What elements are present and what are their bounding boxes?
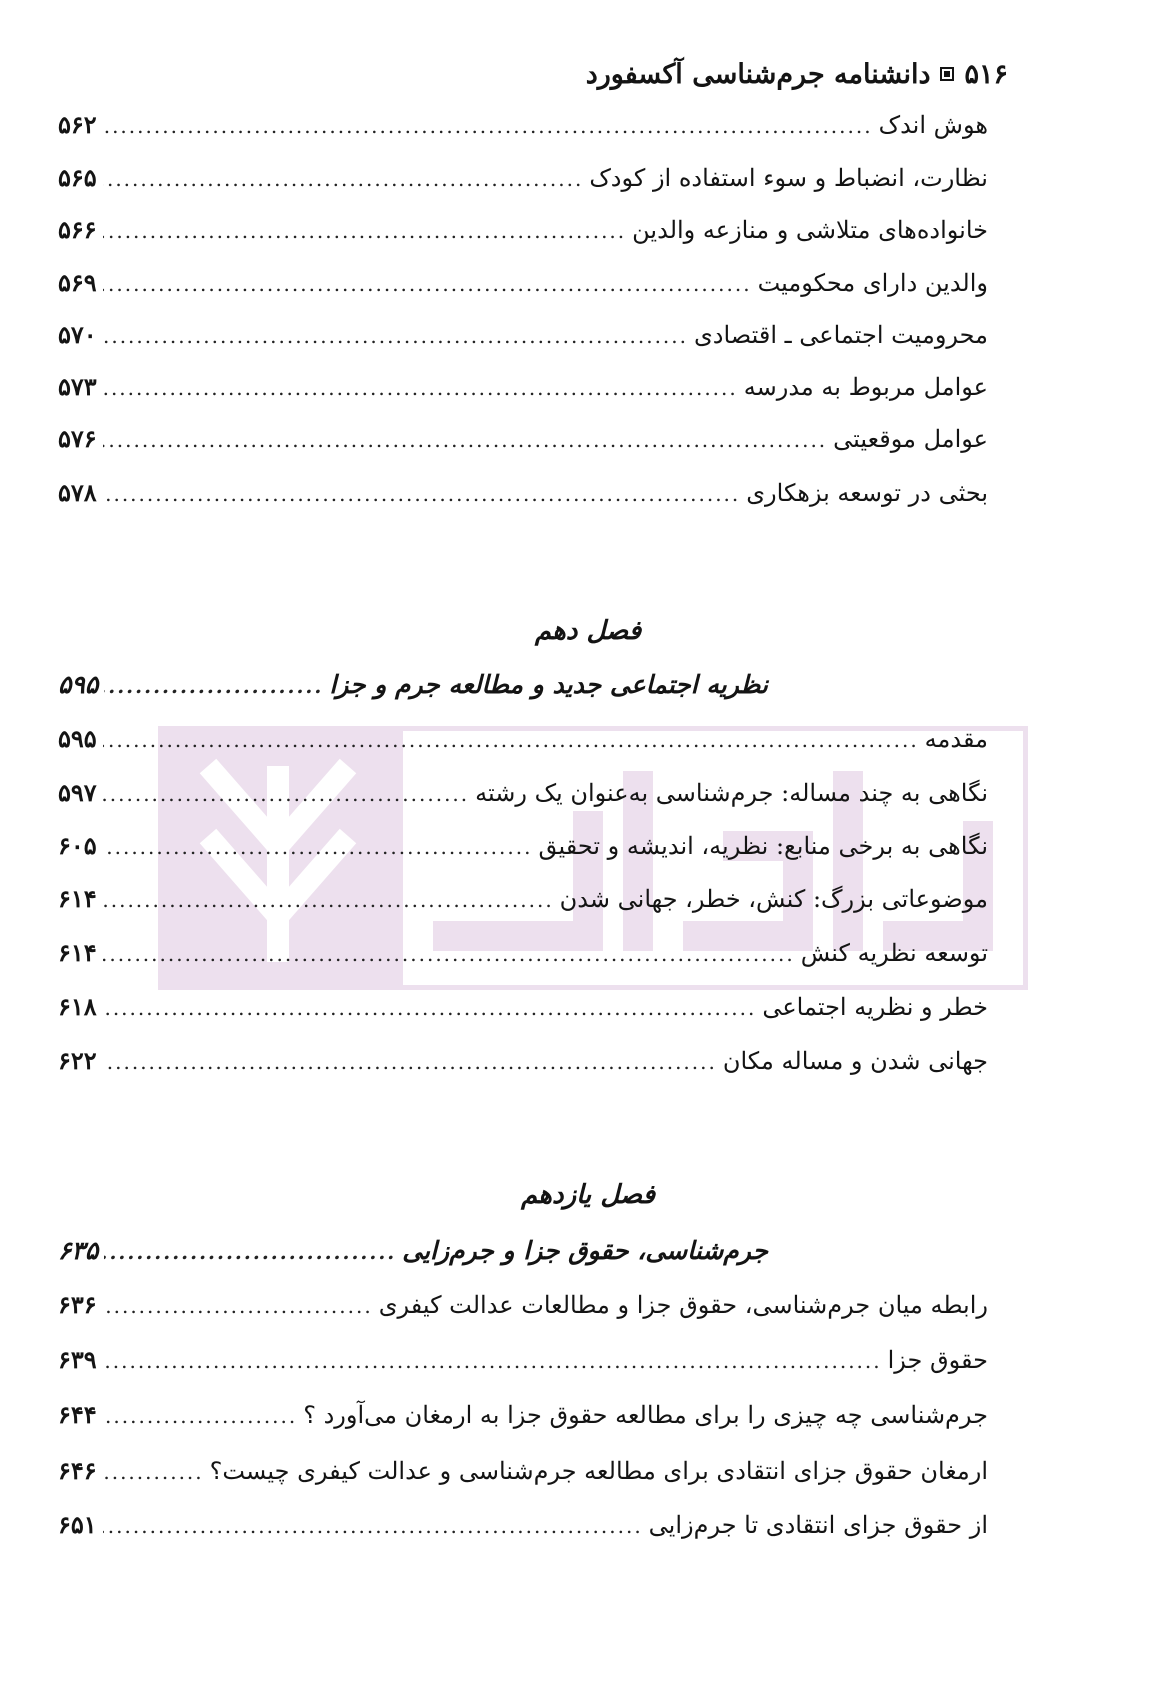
- toc-entry: [58, 372, 988, 412]
- toc-entry: [58, 268, 988, 308]
- toc-entry: [58, 1345, 988, 1385]
- toc-entry: [58, 320, 988, 360]
- toc-entry-title: از حقوق جزای انتقادی تا جرم‌زایی: [648, 1511, 988, 1539]
- toc-entry-title: نظریه اجتماعی جدید و مطالعه جرم و جزا: [329, 670, 768, 699]
- toc-entry: [58, 831, 988, 871]
- toc-entry-title: عوامل موقعیتی: [833, 425, 988, 453]
- toc-entry-title: محرومیت اجتماعی ـ اقتصادی: [694, 321, 988, 349]
- dot-leader: [103, 1294, 373, 1318]
- toc-entry-page: ۶۴۴: [58, 1400, 97, 1429]
- toc-entry: [58, 992, 988, 1032]
- toc-entry-page: ۵۹۵: [58, 724, 97, 753]
- toc-entry-page: ۶۱۴: [58, 938, 97, 967]
- toc-entry-page: ۶۳۹: [58, 1345, 97, 1374]
- page-header: [585, 52, 1008, 96]
- chapter-heading: فصل دهم: [534, 616, 642, 646]
- toc-entry-title: نگاهی به برخی منابع: نظریه، اندیشه و تحقیق: [538, 832, 988, 860]
- toc-entry-title: نظارت، انضباط و سوء استفاده از کودک: [589, 164, 988, 192]
- dot-leader: [103, 324, 688, 348]
- toc-entry: [58, 478, 988, 518]
- dot-leader: [103, 167, 584, 191]
- dot-leader: [104, 674, 323, 698]
- dot-leader: [103, 376, 738, 400]
- square-bullet-icon: [940, 67, 954, 81]
- dot-leader: [103, 888, 554, 912]
- toc-entry-title: جرم‌شناسی، حقوق جزا و جرم‌زایی: [402, 1236, 768, 1265]
- toc-entry-page: ۶۱۸: [58, 992, 97, 1021]
- toc-entry-page: ۵۶۶: [58, 215, 97, 244]
- toc-entry: [58, 215, 988, 255]
- chapter-title-entry: [58, 1236, 988, 1276]
- toc-entry-page: ۶۳۵: [58, 1236, 99, 1265]
- toc-entry-page: ۶۴۶: [58, 1456, 97, 1485]
- toc-entry: [58, 1290, 988, 1330]
- toc-entry: [58, 1400, 988, 1440]
- dot-leader: [103, 835, 533, 859]
- dot-leader: [104, 1240, 396, 1264]
- dot-leader: [103, 1404, 298, 1428]
- toc-entry: [58, 110, 988, 150]
- chapter-title-entry: [58, 670, 988, 710]
- toc-entry-title: مقدمه: [924, 725, 988, 753]
- toc-entry-title: بحثی در توسعه بزهکاری: [746, 479, 988, 507]
- toc-entry-title: حقوق جزا: [887, 1346, 988, 1374]
- toc-entry-page: ۶۵۱: [58, 1510, 97, 1539]
- toc-entry-page: ۵۹۵: [58, 670, 99, 699]
- dot-leader: [103, 219, 626, 243]
- toc-entry: [58, 724, 988, 764]
- dot-leader: [103, 728, 919, 752]
- toc-entry-title: رابطه میان جرم‌شناسی، حقوق جزا و مطالعات عدالت کیفری: [378, 1291, 988, 1319]
- toc-entry: [58, 1046, 988, 1086]
- toc-entry: [58, 778, 988, 818]
- toc-entry-title: والدین دارای محکومیت: [757, 269, 988, 297]
- toc-entry: [58, 424, 988, 464]
- toc-entry-page: ۵۶۵: [58, 163, 97, 192]
- toc-entry-page: ۵۷۳: [58, 372, 97, 401]
- dot-leader: [103, 114, 873, 138]
- toc-entry-title: توسعه نظریه کنش: [800, 939, 988, 967]
- toc-entry-page: ۵۷۶: [58, 424, 97, 453]
- toc-entry: [58, 163, 988, 203]
- toc-entry-title: خانواده‌های متلاشی و منازعه والدین: [632, 216, 988, 244]
- dot-leader: [103, 782, 469, 806]
- dot-leader: [103, 1514, 643, 1538]
- dot-leader: [103, 272, 752, 296]
- toc-entry-page: ۵۷۸: [58, 478, 97, 507]
- toc-entry: [58, 884, 988, 924]
- toc-entry-title: عوامل مربوط به مدرسه: [743, 373, 988, 401]
- toc-entry: [58, 938, 988, 978]
- toc-entry-page: ۶۳۶: [58, 1290, 97, 1319]
- toc-entry-title: جهانی شدن و مساله مکان: [722, 1047, 988, 1075]
- dot-leader: [103, 996, 757, 1020]
- toc-entry-title: جرم‌شناسی چه چیزی را برای مطالعه حقوق جزا به ارمغان می‌آورد ؟: [303, 1401, 988, 1429]
- header-book-title: دانشنامه جرم‌شناسی آکسفورد: [585, 58, 931, 90]
- dot-leader: [103, 1050, 717, 1074]
- toc-entry-title: هوش اندک: [878, 111, 988, 139]
- toc-entry: [58, 1510, 988, 1550]
- toc-entry-page: ۵۹۷: [58, 778, 97, 807]
- toc-entry-page: ۶۱۴: [58, 884, 97, 913]
- dot-leader: [103, 482, 741, 506]
- toc-entry-page: ۶۰۵: [58, 831, 97, 860]
- toc-entry-title: موضوعاتی بزرگ: کنش، خطر، جهانی شدن: [559, 885, 988, 913]
- toc-entry-page: ۵۷۰: [58, 320, 97, 349]
- toc-entry-page: ۵۶۲: [58, 110, 97, 139]
- dot-leader: [103, 942, 795, 966]
- toc-entry-title: خطر و نظریه اجتماعی: [762, 993, 988, 1021]
- toc-entry: [58, 1456, 988, 1496]
- dot-leader: [103, 1460, 204, 1484]
- dot-leader: [103, 1349, 882, 1373]
- dot-leader: [103, 428, 827, 452]
- header-page-number: ۵۱۶: [964, 58, 1008, 90]
- toc-entry-title: نگاهی به چند مساله: جرم‌شناسی به‌عنوان یک رشته: [475, 779, 988, 807]
- chapter-heading: فصل یازدهم: [520, 1180, 656, 1210]
- toc-entry-page: ۵۶۹: [58, 268, 97, 297]
- toc-entry-title: ارمغان حقوق جزای انتقادی برای مطالعه جرم‌شناسی و عدالت کیفری چیست؟: [209, 1457, 988, 1485]
- toc-entry-page: ۶۲۲: [58, 1046, 97, 1075]
